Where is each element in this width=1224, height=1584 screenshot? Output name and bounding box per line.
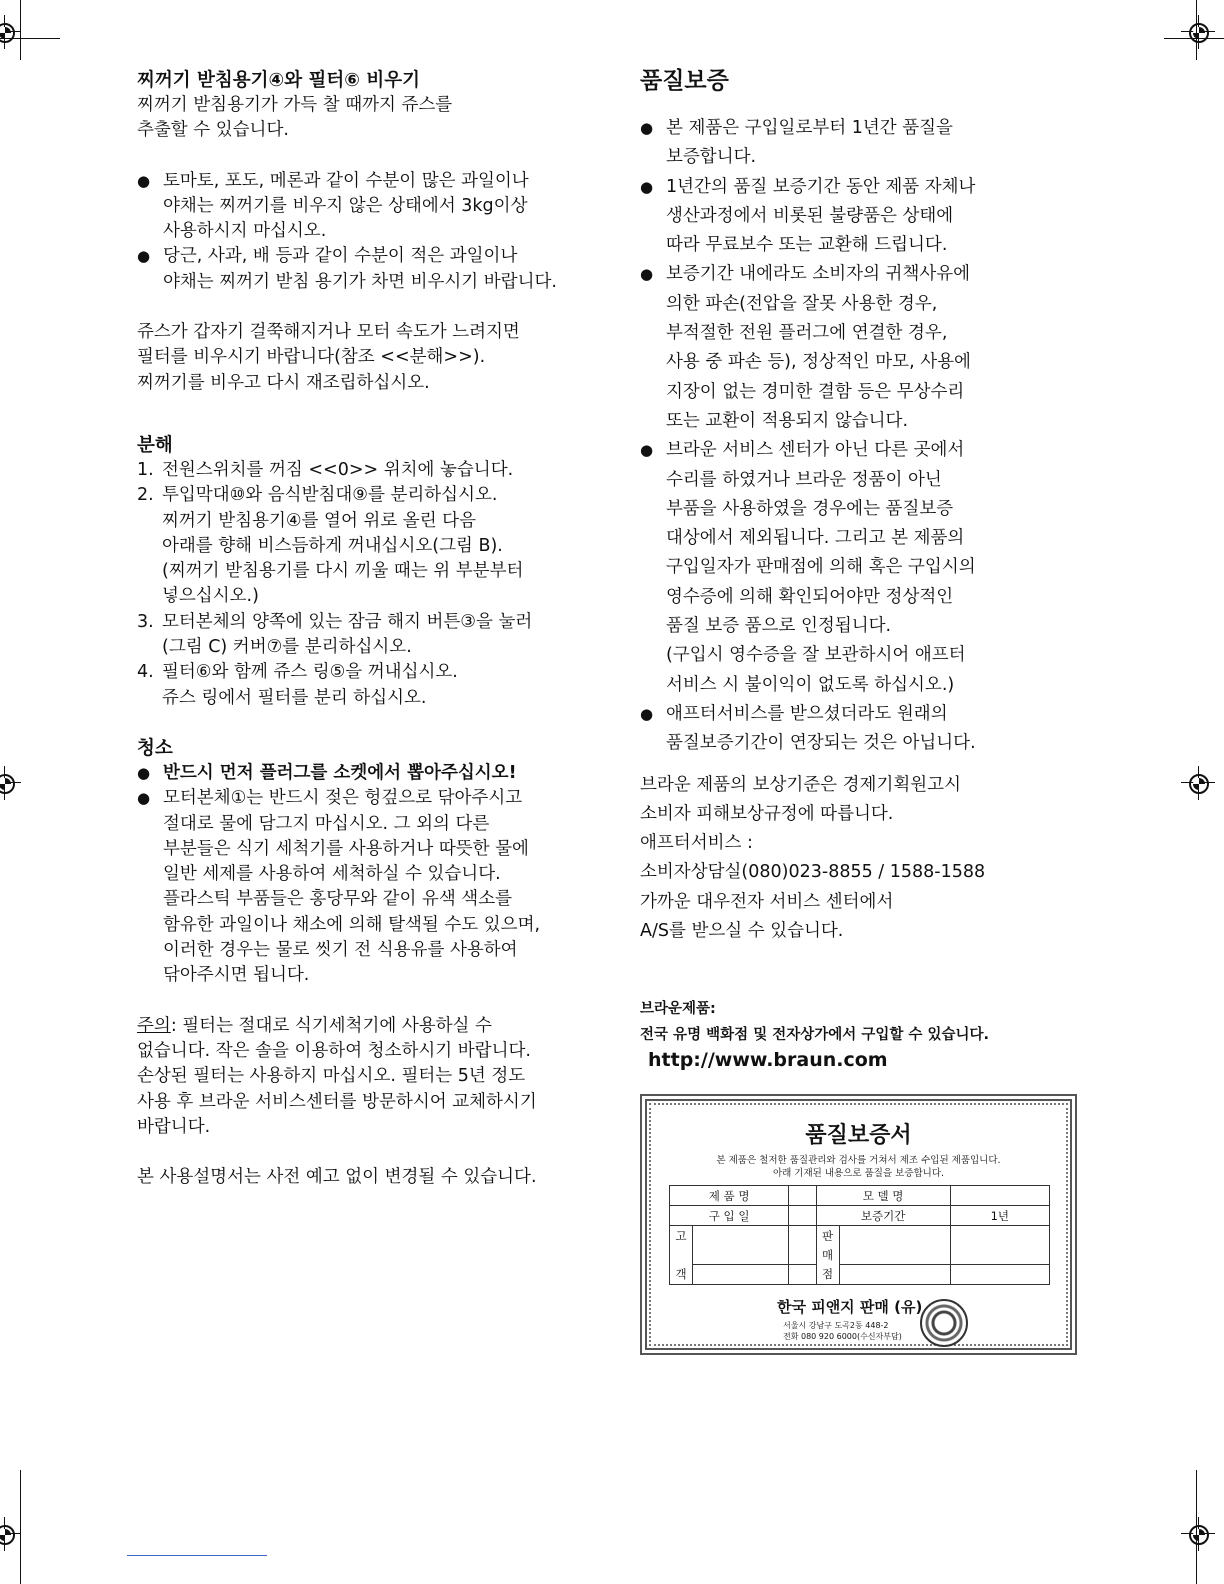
caution-line: 없습니다. 작은 솔을 이용하여 청소하시기 바랍니다. <box>137 1040 531 1061</box>
registration-mark-bottom-left <box>0 1517 21 1551</box>
purchase-date-label: 구 입 일 <box>670 1206 789 1226</box>
section-title-disassembly: 분해 <box>137 434 173 456</box>
bullet-item: ● 모터본체①는 반드시 젖은 헝겊으로 닦아주시고 절대로 물에 담그지 마십시오. 그 외의 다른 부분들은 식기 세척기를 사용하거나 따뜻한 물에 일반 세제를 사용하여 세척하실 수 있습니다. 플라스틱 부품들은 홍당무와 같이 유색 색소를 함유한 과일이나 채소에 의해 탈색될 수도 있으며, 이러한 경우는 물로 씻기 전 식용유를 사용하여 닦아주시면 됩니다. <box>137 786 617 988</box>
model-field[interactable] <box>950 1186 1049 1206</box>
certificate-subtitle: 본 제품은 철저한 품질관리와 검사를 거쳐서 제조 수입된 제품입니다. <box>716 1155 1001 1166</box>
buy-text: 전국 유명 백화점 및 전자상가에서 구입할 수 있습니다. <box>640 1027 989 1044</box>
seller-label: 판 매 점 <box>816 1226 839 1285</box>
registration-mark-mid-right <box>1181 766 1215 800</box>
outro-line: 필터를 비우시기 바랍니다(참조 <<분해>>). <box>137 347 486 368</box>
service-line: 브라운 제품의 보상기준은 경제기획원고시 <box>640 774 961 795</box>
purchase-date-field[interactable] <box>789 1206 816 1226</box>
right-column <box>640 66 1070 1072</box>
intro-line: 찌꺼기 받침용기가 가득 찰 때까지 쥬스를 <box>137 95 453 115</box>
certificate-table <box>669 1185 1050 1285</box>
seller-field[interactable] <box>950 1226 1049 1265</box>
intro-line: 추출할 수 있습니다. <box>137 120 289 141</box>
bullet-item: ● 반드시 먼저 플러그를 소켓에서 뽑아주십시오! <box>137 761 617 786</box>
company-name: 한국 피앤지 판매 (유) <box>777 1298 923 1316</box>
service-line: 가까운 대우전자 서비스 센터에서 <box>640 891 894 912</box>
trim-line <box>20 1470 21 1584</box>
warranty-certificate <box>640 1094 1077 1355</box>
section-title-cleaning: 청소 <box>137 737 173 759</box>
warranty-period-label: 보증기간 <box>816 1206 950 1226</box>
service-phone: 소비자상담실(080)023-8855 / 1588-1588 <box>640 862 986 883</box>
left-column <box>137 68 617 1190</box>
emptying-bullet-list <box>137 169 617 295</box>
bullet-item: ● 보증기간 내에라도 소비자의 귀책사유에 의한 파손(전압을 잘못 사용한 경우, 부적절한 전원 플러그에 연결한 경우, 사용 중 파손 등), 정상적인 마모, 사용에 지장이 없는 경미한 결함 등은 무상수리 또는 교환이 적용되지 않습니다. <box>640 260 1070 436</box>
registration-mark-top-right <box>1181 15 1215 49</box>
registration-mark-bottom-right <box>1181 1517 1215 1551</box>
change-notice: 본 사용설명서는 사전 예고 없이 변경될 수 있습니다. <box>137 1167 537 1188</box>
registration-mark-top-left <box>0 15 21 49</box>
trim-line <box>0 38 60 39</box>
customer-label: 고 객 <box>670 1226 693 1285</box>
company-address: 서울시 강남구 도곡2동 448-2 <box>783 1321 889 1330</box>
outro-line: 쥬스가 갑자기 걸쭉해지거나 모터 속도가 느려지면 <box>137 322 520 343</box>
step-item: 3. 모터본체의 양쪽에 있는 잠금 해지 버튼③을 눌러 (그림 C) 커버⑦를 분리하십시오. <box>137 611 533 658</box>
buy-heading: 브라운제품: <box>640 1001 716 1018</box>
customer-field[interactable] <box>693 1265 789 1285</box>
product-label: 제 품 명 <box>670 1186 789 1206</box>
caution-line: 바랍니다. <box>137 1116 211 1137</box>
service-line: 애프터서비스 : <box>640 833 753 854</box>
step-item: 2. 투입막대⑩와 음식받침대⑨를 분리하십시오. 찌꺼기 받침용기④를 열어 위로 올린 다음 아래를 향해 비스듬하게 꺼내십시오(그림 B). (찌꺼기 받침용기를 다시 끼울 때는 위 부분부터 넣으십시오.) <box>137 485 524 607</box>
service-line: A/S를 받으실 수 있습니다. <box>640 921 844 942</box>
bullet-item: ● 토마토, 포도, 메론과 같이 수분이 많은 과일이나 야채는 찌꺼기를 비우지 않은 상태에서 3kg이상 사용하시지 마십시오. <box>137 169 617 245</box>
caution-label: 주의 <box>137 1015 171 1036</box>
customer-field[interactable] <box>789 1265 816 1285</box>
customer-field[interactable] <box>693 1226 789 1265</box>
caution-line: 손상된 필터는 사용하지 마십시오. 필터는 5년 정도 <box>137 1066 526 1087</box>
company-phone: 전화 080 920 6000(수신자부담) <box>783 1332 902 1341</box>
blue-rule <box>127 1555 267 1556</box>
step-item: 4. 필터⑥와 함께 쥬스 링⑤을 꺼내십시오. 쥬스 링에서 필터를 분리 하십시오. <box>137 662 458 708</box>
caution-line: 사용 후 브라운 서비스센터를 방문하시어 교체하시기 <box>137 1091 537 1112</box>
website-link[interactable]: http://www.braun.com <box>648 1049 888 1072</box>
certificate-subtitle: 아래 기재된 내용으로 품질을 보증합니다. <box>772 1168 945 1179</box>
bullet-item: ● 애프터서비스를 받으셨더라도 원래의 품질보증기간이 연장되는 것은 아닙니다. <box>640 700 1070 759</box>
warranty-period-value: 1년 <box>950 1206 1049 1226</box>
model-label: 모 델 명 <box>816 1186 950 1206</box>
trim-line <box>20 0 21 60</box>
trim-line <box>1164 38 1224 39</box>
step-item: 1. 전원스위치를 꺼짐 <<0>> 위치에 놓습니다. <box>137 459 514 480</box>
cleaning-bullet-list <box>137 761 617 989</box>
disassembly-steps <box>137 458 617 711</box>
trim-line <box>1196 1470 1197 1584</box>
product-field[interactable] <box>789 1186 816 1206</box>
warranty-bullet-list <box>640 114 1070 759</box>
bullet-item: ● 본 제품은 구입일로부터 1년간 품질을 보증합니다. <box>640 114 1070 173</box>
section-title-emptying: 찌꺼기 받침용기④와 필터⑥ 비우기 <box>137 70 420 91</box>
certificate-title: 품질보증서 <box>805 1123 912 1148</box>
seller-field[interactable] <box>950 1265 1049 1285</box>
seller-field[interactable] <box>839 1226 950 1265</box>
trim-line <box>1196 0 1197 60</box>
company-seal-icon <box>920 1299 968 1347</box>
seller-field[interactable] <box>839 1265 950 1285</box>
service-line: 소비자 피해보상규정에 따릅니다. <box>640 803 894 824</box>
bullet-item: ● 브라운 서비스 센터가 아닌 다른 곳에서 수리를 하였거나 브라운 정품이 아닌 부품을 사용하였을 경우에는 품질보증 대상에서 제외됩니다. 그리고 본 제품의 구입일자가 판매점에 의해 혹은 구입시의 영수증에 의해 확인되어야만 정상적인 품질 보증 품으로 인정됩니다. (구입시 영수증을 잘 보관하시어 애프터 서비스 시 불이익이 없도록 하십시오.) <box>640 436 1070 700</box>
customer-field[interactable] <box>789 1226 816 1265</box>
registration-mark-mid-left <box>0 766 21 800</box>
caution-line: 주의: 필터는 절대로 식기세척기에 사용하실 수 <box>137 1015 492 1036</box>
outro-line: 찌꺼기를 비우고 다시 재조립하십시오. <box>137 372 430 393</box>
bullet-item: ● 당근, 사과, 배 등과 같이 수분이 적은 과일이나 야채는 찌꺼기 받침 용기가 차면 비우시기 바랍니다. <box>137 244 617 295</box>
bullet-item: ● 1년간의 품질 보증기간 동안 제품 자체나 생산과정에서 비롯된 불량품은 상태에 따라 무료보수 또는 교환해 드립니다. <box>640 173 1070 261</box>
section-title-warranty: 품질보증 <box>640 68 729 94</box>
